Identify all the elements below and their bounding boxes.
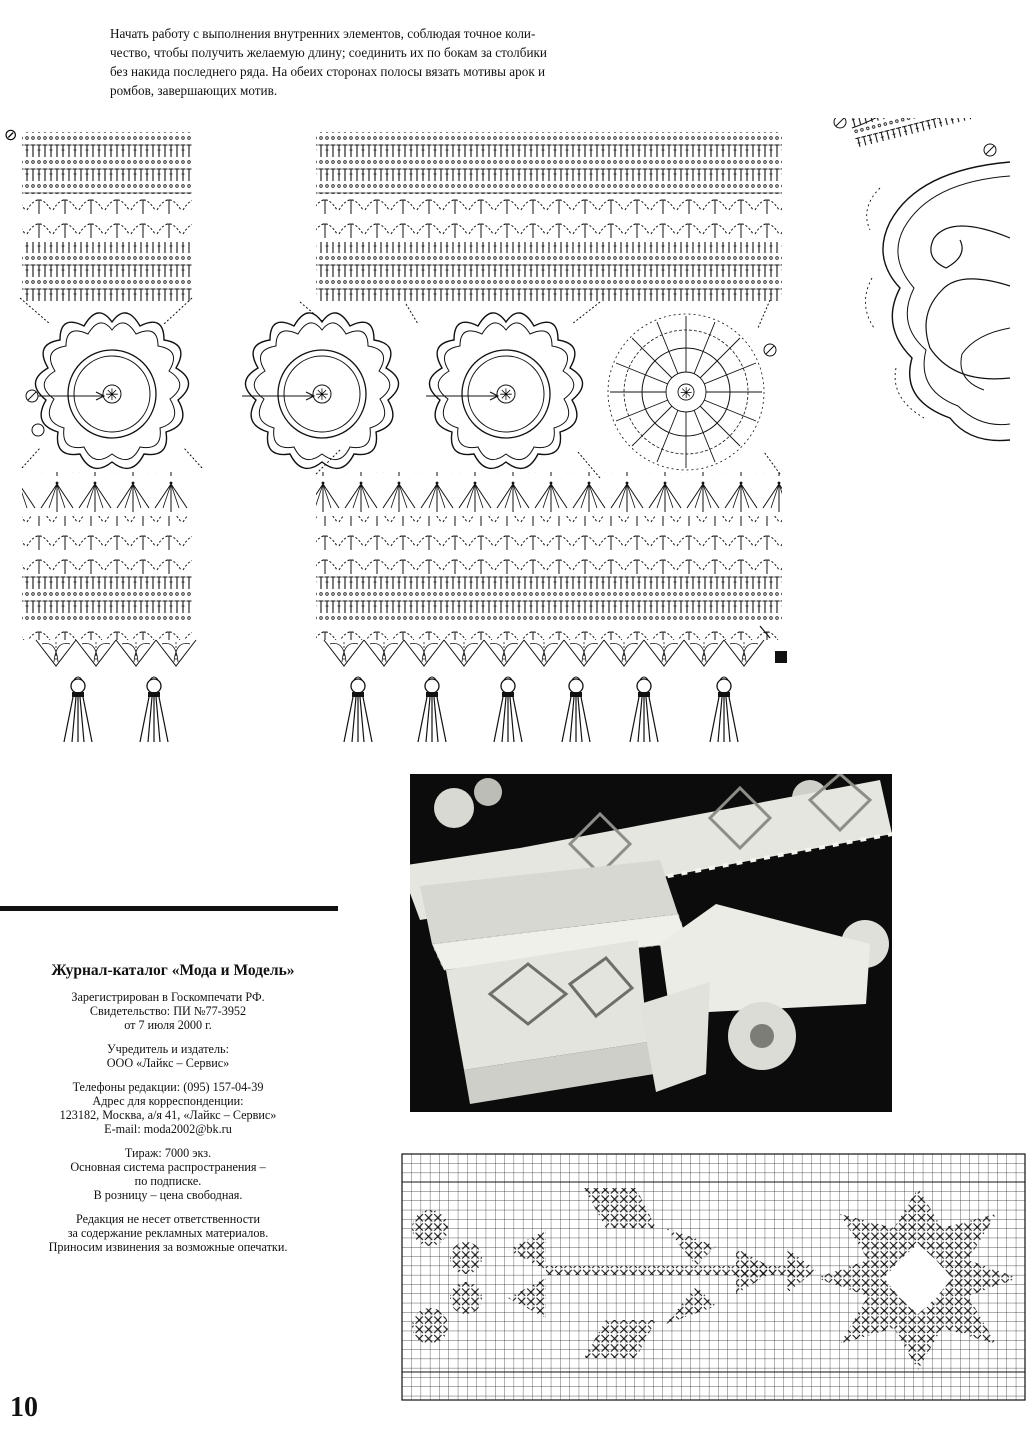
daisy-image (728, 1002, 796, 1070)
intro-line: ромбов, завершающих мотив. (110, 83, 278, 98)
disclaimer-line: Редакция не несет ответственности (75, 1212, 260, 1226)
registration-line: Зарегистрирован в Госкомпечати РФ. (71, 990, 265, 1004)
filet-chart (396, 1148, 1032, 1406)
lace-photo (410, 774, 892, 1112)
imprint (0, 962, 336, 1264)
registration-info (0, 990, 336, 1032)
wide-chart (242, 132, 787, 742)
disclaimer (0, 1212, 336, 1254)
section-rule (0, 906, 338, 911)
start-marker: ⊘ (4, 125, 18, 144)
contact-line: E-mail: moda2002@bk.ru (104, 1122, 232, 1136)
contact-line: 123182, Москва, а/я 41, «Лайкс – Сервис» (59, 1108, 277, 1122)
disclaimer-line: Приносим извинения за возможные опечатки. (48, 1240, 288, 1254)
publisher-info (0, 1042, 336, 1070)
intro-paragraph (110, 24, 670, 100)
intro-line: Начать работу с выполнения внутренних элементов, соблюдая точное коли- (110, 26, 536, 41)
distribution-line: по подписке. (134, 1174, 202, 1188)
intro-line: чество, чтобы получить желаемую длину; соединить их по бокам за столбики (110, 45, 547, 60)
end-marker (775, 651, 787, 663)
registration-line: от 7 июля 2000 г. (124, 1018, 212, 1032)
motif-center-icon: ✳ (105, 385, 119, 404)
magazine-title: Журнал-каталог «Мода и Модель» (51, 962, 295, 979)
left-chart (4, 125, 202, 742)
distribution-line: В розницу – цена свободная. (93, 1188, 243, 1202)
registration-line: Свидетельство: ПИ №77-3952 (89, 1004, 247, 1018)
corner-chart (834, 118, 1010, 441)
contact-info (0, 1080, 336, 1136)
distribution-info (0, 1146, 336, 1202)
publisher-line: ООО «Лайкс – Сервис» (106, 1056, 230, 1070)
motif-center-icon: ✳ (679, 384, 693, 402)
page-number: 10 (10, 1392, 38, 1423)
distribution-line: Тираж: 7000 экз. (124, 1146, 212, 1160)
disclaimer-line: за содержание рекламных материалов. (67, 1226, 269, 1240)
publisher-line: Учредитель и издатель: (107, 1042, 229, 1056)
contact-line: Адрес для корреспонденции: (92, 1094, 244, 1108)
crochet-charts (0, 118, 1036, 758)
contact-line: Телефоны редакции: (095) 157-04-39 (72, 1080, 264, 1094)
motif-center-icon: ✳ (315, 385, 329, 404)
motif-center-icon: ✳ (499, 385, 513, 404)
intro-line: без накида последнего ряда. На обеих сторонах полосы вязать мотивы арок и (110, 64, 546, 79)
distribution-line: Основная система распространения – (70, 1160, 266, 1174)
